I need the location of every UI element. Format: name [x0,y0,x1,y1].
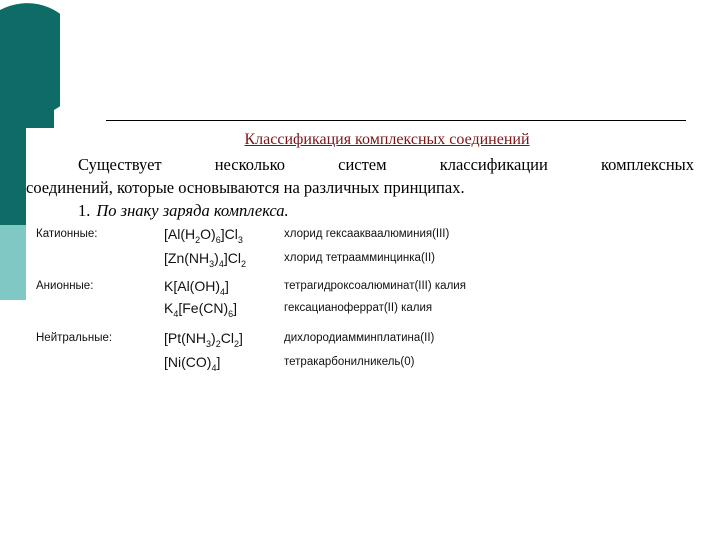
list-item [78,201,289,221]
table-row [36,302,516,324]
category-label: Анионные: [36,280,94,292]
page-title: Классификация комплексных соединений [244,131,530,148]
list-item-text: По знаку заряда комплекса. [96,201,289,220]
table-row [36,252,516,274]
formula: $[Ni(CO)_4]$ [164,354,221,373]
classification-table [36,222,516,382]
paragraph-line-1: Существует несколько систем классификации комплексных [78,155,694,174]
compound-name: тетракарбонилникель(0) [284,356,415,368]
compound-name: хлорид тетраамминцинка(II) [284,252,435,264]
compound-name: дихлородиамминплатина(II) [284,332,435,344]
category-label: Нейтральные: [36,332,113,344]
formula: $[Pt(NH_3)_2Cl_2]$ [164,330,243,349]
formula: $[Zn(NH_3)_4]Cl_2$ [164,250,246,269]
table-row [36,356,516,378]
table-row [36,228,516,250]
table-row [36,280,516,302]
table-row [36,332,516,354]
compound-name: гексацианоферрат(II) калия [284,302,433,314]
formula: $K_4[Fe(CN)_6]$ [164,300,238,319]
horizontal-rule [106,120,686,121]
compound-name: хлорид гексаакваалюминия(III) [284,228,450,240]
paragraph-line-2: соединений, которые основываются на различных принципах. [26,178,465,197]
compound-name: тетрагидроксоалюминат(III) калия [284,280,466,292]
category-label: Катионные: [36,228,98,240]
formula: $K[Al(OH)_4]$ [164,278,229,297]
formula: $[Al(H_2O)_6]Cl_3$ [164,226,243,245]
list-item-number: 1. [78,201,91,220]
intro-paragraph [26,153,694,199]
